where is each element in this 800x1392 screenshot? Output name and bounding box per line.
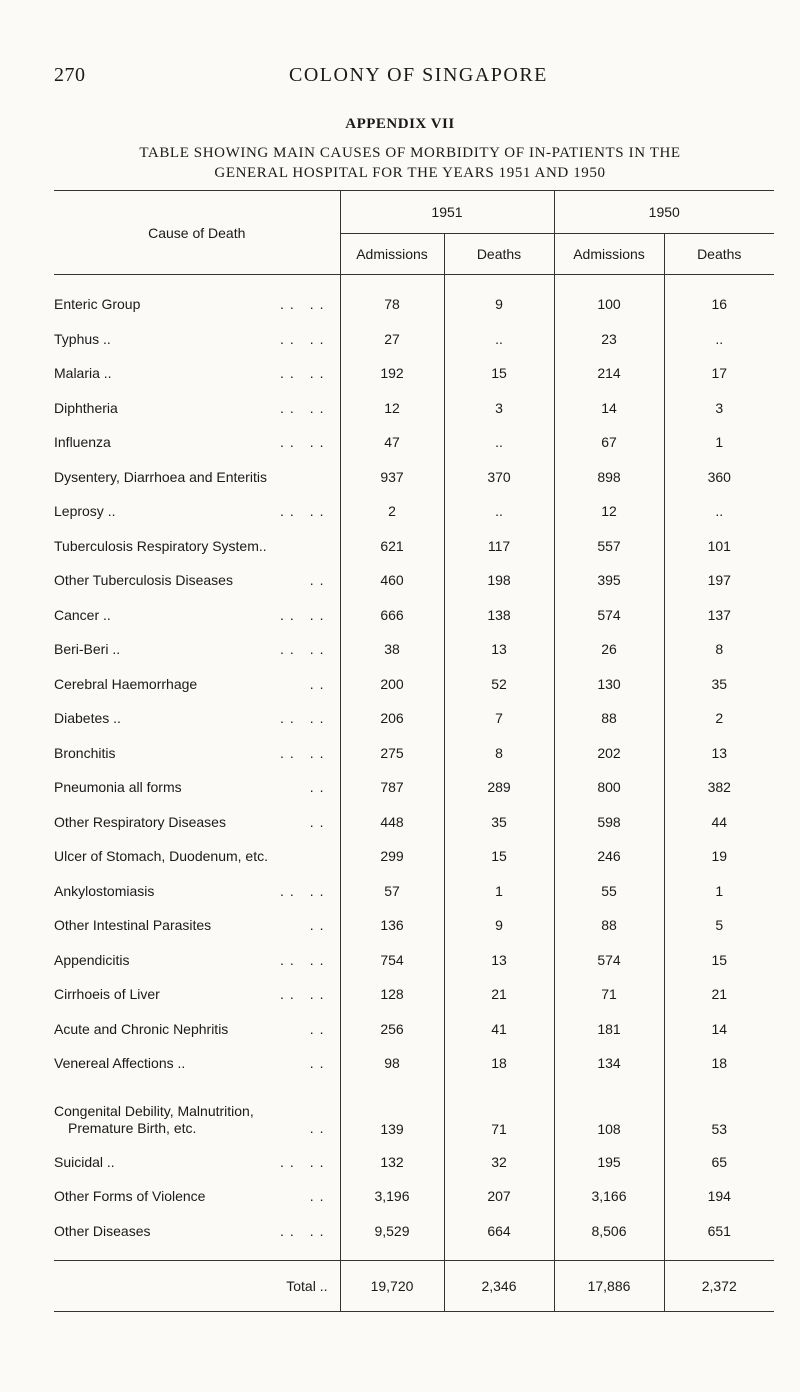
deaths-cell: 370 <box>444 460 554 495</box>
cause-label: Other Respiratory Diseases <box>54 813 226 830</box>
deaths-cell: 32 <box>444 1145 554 1180</box>
cause-label: Suicidal .. <box>54 1153 115 1170</box>
admissions-cell: 128 <box>340 977 444 1012</box>
admissions-cell: 200 <box>340 667 444 702</box>
cause-label: Diphtheria <box>54 399 118 416</box>
cause-cell <box>54 1179 340 1214</box>
cause-label: Venereal Affections .. <box>54 1055 186 1072</box>
leader-dots: .. .. <box>280 330 330 347</box>
cause-label: Influenza <box>54 434 111 451</box>
admissions-cell: 88 <box>554 701 664 736</box>
leader-dots: .. .. <box>280 710 330 727</box>
total-admissions-cell: 17,886 <box>554 1261 664 1312</box>
admissions-cell: 937 <box>340 460 444 495</box>
table-row <box>54 1145 774 1180</box>
cause-label: Tuberculosis Respiratory System.. <box>54 537 267 554</box>
table-row <box>54 943 774 978</box>
deaths-cell: 2 <box>664 701 774 736</box>
deaths-cell: 14 <box>664 1012 774 1047</box>
deaths-1951-header: Deaths <box>444 234 554 275</box>
cause-cell <box>54 667 340 702</box>
cause-label: Diabetes .. <box>54 710 121 727</box>
admissions-cell: 898 <box>554 460 664 495</box>
admissions-cell: 3,166 <box>554 1179 664 1214</box>
deaths-cell: 138 <box>444 598 554 633</box>
admissions-cell: 256 <box>340 1012 444 1047</box>
admissions-cell: 12 <box>340 391 444 426</box>
admissions-cell: 139 <box>340 1081 444 1145</box>
leader-dots: .. .. <box>280 365 330 382</box>
total-deaths-cell: 2,346 <box>444 1261 554 1312</box>
total-admissions-cell: 19,720 <box>340 1261 444 1312</box>
cause-label: Acute and Chronic Nephritis <box>54 1020 229 1037</box>
deaths-cell: 1 <box>664 425 774 460</box>
cause-label: Appendicitis <box>54 951 130 968</box>
deaths-cell: 16 <box>664 287 774 322</box>
cause-column-header: Cause of Death <box>54 191 340 275</box>
table-row <box>54 770 774 805</box>
admissions-1950-header: Admissions <box>554 234 664 275</box>
table-row <box>54 1081 774 1145</box>
cause-cell <box>54 356 340 391</box>
table-title <box>40 143 780 183</box>
deaths-cell: 13 <box>444 632 554 667</box>
leader-dots: .. .. <box>280 296 330 313</box>
leader-dots: .. .. <box>280 1222 330 1239</box>
cause-label: Other Forms of Violence <box>54 1188 206 1205</box>
admissions-cell: 787 <box>340 770 444 805</box>
cause-label-line-1: Congenital Debility, Malnutrition, <box>54 1102 254 1119</box>
appendix-heading: APPENDIX VII <box>345 116 455 132</box>
deaths-cell: 360 <box>664 460 774 495</box>
admissions-cell: 246 <box>554 839 664 874</box>
cause-cell <box>54 1214 340 1249</box>
cause-cell <box>54 1081 340 1145</box>
deaths-cell: 651 <box>664 1214 774 1249</box>
deaths-cell: .. <box>664 494 774 529</box>
cause-label: Dysentery, Diarrhoea and Enteritis <box>54 468 267 485</box>
admissions-cell: 12 <box>554 494 664 529</box>
table-row <box>54 632 774 667</box>
deaths-cell: 17 <box>664 356 774 391</box>
table-row <box>54 1214 774 1249</box>
admissions-cell: 395 <box>554 563 664 598</box>
cause-cell <box>54 770 340 805</box>
cause-label: Cirrhoeis of Liver <box>54 986 160 1003</box>
deaths-cell: 1 <box>444 874 554 909</box>
deaths-cell: .. <box>444 494 554 529</box>
admissions-cell: 195 <box>554 1145 664 1180</box>
year-1951-header: 1951 <box>340 191 554 234</box>
deaths-cell: 53 <box>664 1081 774 1145</box>
table-row <box>54 908 774 943</box>
cause-cell <box>54 1145 340 1180</box>
deaths-cell: 8 <box>444 736 554 771</box>
leader-dots: .. <box>309 1119 330 1136</box>
deaths-cell: .. <box>664 322 774 357</box>
admissions-cell: 448 <box>340 805 444 840</box>
cause-cell <box>54 736 340 771</box>
cause-label: Leprosy .. <box>54 503 116 520</box>
cause-cell <box>54 391 340 426</box>
admissions-cell: 2 <box>340 494 444 529</box>
table-row <box>54 287 774 322</box>
table-body <box>54 275 774 1312</box>
spacer-row <box>54 275 774 288</box>
admissions-cell: 574 <box>554 598 664 633</box>
admissions-cell: 98 <box>340 1046 444 1081</box>
deaths-cell: 101 <box>664 529 774 564</box>
cause-cell <box>54 425 340 460</box>
deaths-cell: 15 <box>444 356 554 391</box>
spacer-row <box>54 1248 774 1261</box>
cause-label: Ankylostomiasis <box>54 882 155 899</box>
cause-label: Bronchitis <box>54 744 116 761</box>
deaths-cell: 21 <box>664 977 774 1012</box>
admissions-cell: 275 <box>340 736 444 771</box>
leader-dots: .. .. <box>280 951 330 968</box>
admissions-cell: 108 <box>554 1081 664 1145</box>
admissions-cell: 88 <box>554 908 664 943</box>
deaths-cell: 664 <box>444 1214 554 1249</box>
admissions-cell: 800 <box>554 770 664 805</box>
deaths-cell: .. <box>444 425 554 460</box>
deaths-cell: 13 <box>664 736 774 771</box>
cause-cell <box>54 1046 340 1081</box>
admissions-cell: 557 <box>554 529 664 564</box>
cause-cell <box>54 287 340 322</box>
deaths-cell: .. <box>444 322 554 357</box>
table-row <box>54 874 774 909</box>
cause-cell <box>54 598 340 633</box>
deaths-cell: 35 <box>664 667 774 702</box>
admissions-cell: 299 <box>340 839 444 874</box>
deaths-cell: 197 <box>664 563 774 598</box>
admissions-cell: 71 <box>554 977 664 1012</box>
cause-label: Pneumonia all forms <box>54 779 182 796</box>
leader-dots: .. .. <box>280 606 330 623</box>
table-title-line-2: GENERAL HOSPITAL FOR THE YEARS 1951 AND 1950 <box>214 165 606 181</box>
deaths-cell: 3 <box>444 391 554 426</box>
cause-cell <box>54 874 340 909</box>
admissions-cell: 3,196 <box>340 1179 444 1214</box>
table-row <box>54 563 774 598</box>
cause-label: Malaria .. <box>54 365 112 382</box>
admissions-cell: 598 <box>554 805 664 840</box>
total-row <box>54 1261 774 1312</box>
table-row <box>54 460 774 495</box>
deaths-cell: 9 <box>444 908 554 943</box>
admissions-cell: 192 <box>340 356 444 391</box>
deaths-cell: 3 <box>664 391 774 426</box>
cause-label: Typhus .. <box>54 330 111 347</box>
deaths-cell: 15 <box>444 839 554 874</box>
deaths-cell: 15 <box>664 943 774 978</box>
admissions-cell: 666 <box>340 598 444 633</box>
cause-cell <box>54 563 340 598</box>
deaths-cell: 18 <box>444 1046 554 1081</box>
table-row <box>54 425 774 460</box>
table-row <box>54 1012 774 1047</box>
admissions-cell: 14 <box>554 391 664 426</box>
deaths-cell: 207 <box>444 1179 554 1214</box>
cause-label: Enteric Group <box>54 296 141 313</box>
table-row <box>54 736 774 771</box>
leader-dots: .. <box>309 813 330 830</box>
total-label: Total .. <box>54 1261 340 1312</box>
admissions-cell: 214 <box>554 356 664 391</box>
table-row <box>54 529 774 564</box>
cause-label: Other Diseases <box>54 1222 151 1239</box>
admissions-cell: 26 <box>554 632 664 667</box>
leader-dots: .. .. <box>280 399 330 416</box>
admissions-1951-header: Admissions <box>340 234 444 275</box>
cause-cell <box>54 494 340 529</box>
cause-cell <box>54 839 340 874</box>
table-row <box>54 598 774 633</box>
leader-dots: .. <box>309 917 330 934</box>
admissions-cell: 57 <box>340 874 444 909</box>
table-row <box>54 805 774 840</box>
cause-cell <box>54 460 340 495</box>
admissions-cell: 23 <box>554 322 664 357</box>
admissions-cell: 9,529 <box>340 1214 444 1249</box>
cause-cell <box>54 1012 340 1047</box>
deaths-cell: 9 <box>444 287 554 322</box>
deaths-cell: 198 <box>444 563 554 598</box>
admissions-cell: 67 <box>554 425 664 460</box>
admissions-cell: 136 <box>340 908 444 943</box>
leader-dots: .. <box>309 1020 330 1037</box>
admissions-cell: 202 <box>554 736 664 771</box>
deaths-cell: 41 <box>444 1012 554 1047</box>
admissions-cell: 27 <box>340 322 444 357</box>
admissions-cell: 47 <box>340 425 444 460</box>
cause-label: Other Tuberculosis Diseases <box>54 572 233 589</box>
deaths-cell: 5 <box>664 908 774 943</box>
deaths-cell: 1 <box>664 874 774 909</box>
cause-label: Cerebral Haemorrhage <box>54 675 198 692</box>
table-row <box>54 322 774 357</box>
table-row <box>54 839 774 874</box>
admissions-cell: 8,506 <box>554 1214 664 1249</box>
admissions-cell: 132 <box>340 1145 444 1180</box>
admissions-cell: 78 <box>340 287 444 322</box>
deaths-cell: 13 <box>444 943 554 978</box>
leader-dots: .. .. <box>280 986 330 1003</box>
page-number: 270 <box>54 64 86 86</box>
admissions-cell: 181 <box>554 1012 664 1047</box>
leader-dots: .. <box>309 675 330 692</box>
deaths-cell: 19 <box>664 839 774 874</box>
cause-label-line-2: Premature Birth, etc. <box>68 1119 197 1136</box>
leader-dots: .. .. <box>280 503 330 520</box>
deaths-cell: 117 <box>444 529 554 564</box>
year-1950-header: 1950 <box>554 191 774 234</box>
table-title-line-1: TABLE SHOWING MAIN CAUSES OF MORBIDITY OF IN-PATIENTS IN THE <box>139 145 681 161</box>
deaths-cell: 44 <box>664 805 774 840</box>
table-row <box>54 356 774 391</box>
admissions-cell: 460 <box>340 563 444 598</box>
deaths-1950-header: Deaths <box>664 234 774 275</box>
admissions-cell: 621 <box>340 529 444 564</box>
table-row <box>54 1046 774 1081</box>
cause-cell <box>54 632 340 667</box>
table-row <box>54 1179 774 1214</box>
cause-label: Cancer .. <box>54 606 111 623</box>
admissions-cell: 100 <box>554 287 664 322</box>
deaths-cell: 35 <box>444 805 554 840</box>
cause-cell <box>54 943 340 978</box>
leader-dots: .. <box>309 572 330 589</box>
table-row <box>54 977 774 1012</box>
table-row <box>54 701 774 736</box>
deaths-cell: 71 <box>444 1081 554 1145</box>
deaths-cell: 289 <box>444 770 554 805</box>
cause-cell <box>54 977 340 1012</box>
cause-cell <box>54 529 340 564</box>
cause-label: Ulcer of Stomach, Duodenum, etc. <box>54 848 268 865</box>
deaths-cell: 382 <box>664 770 774 805</box>
deaths-cell: 65 <box>664 1145 774 1180</box>
cause-cell <box>54 908 340 943</box>
deaths-cell: 18 <box>664 1046 774 1081</box>
running-title: COLONY OF SINGAPORE <box>289 64 548 86</box>
deaths-cell: 194 <box>664 1179 774 1214</box>
admissions-cell: 38 <box>340 632 444 667</box>
deaths-cell: 21 <box>444 977 554 1012</box>
deaths-cell: 7 <box>444 701 554 736</box>
admissions-cell: 574 <box>554 943 664 978</box>
cause-cell <box>54 701 340 736</box>
leader-dots: .. .. <box>280 641 330 658</box>
leader-dots: .. <box>309 779 330 796</box>
leader-dots: .. .. <box>280 434 330 451</box>
cause-cell <box>54 805 340 840</box>
deaths-cell: 137 <box>664 598 774 633</box>
admissions-cell: 754 <box>340 943 444 978</box>
morbidity-table <box>54 190 774 1312</box>
leader-dots: .. .. <box>280 744 330 761</box>
table-row <box>54 391 774 426</box>
cause-label: Beri-Beri .. <box>54 641 121 658</box>
table-row <box>54 494 774 529</box>
cause-label: Other Intestinal Parasites <box>54 917 212 934</box>
admissions-cell: 206 <box>340 701 444 736</box>
leader-dots: .. .. <box>280 1153 330 1170</box>
admissions-cell: 130 <box>554 667 664 702</box>
cause-cell <box>54 322 340 357</box>
admissions-cell: 55 <box>554 874 664 909</box>
total-deaths-cell: 2,372 <box>664 1261 774 1312</box>
admissions-cell: 134 <box>554 1046 664 1081</box>
leader-dots: .. <box>309 1188 330 1205</box>
leader-dots: .. .. <box>280 882 330 899</box>
leader-dots: .. <box>309 1055 330 1072</box>
table-row <box>54 667 774 702</box>
deaths-cell: 8 <box>664 632 774 667</box>
deaths-cell: 52 <box>444 667 554 702</box>
